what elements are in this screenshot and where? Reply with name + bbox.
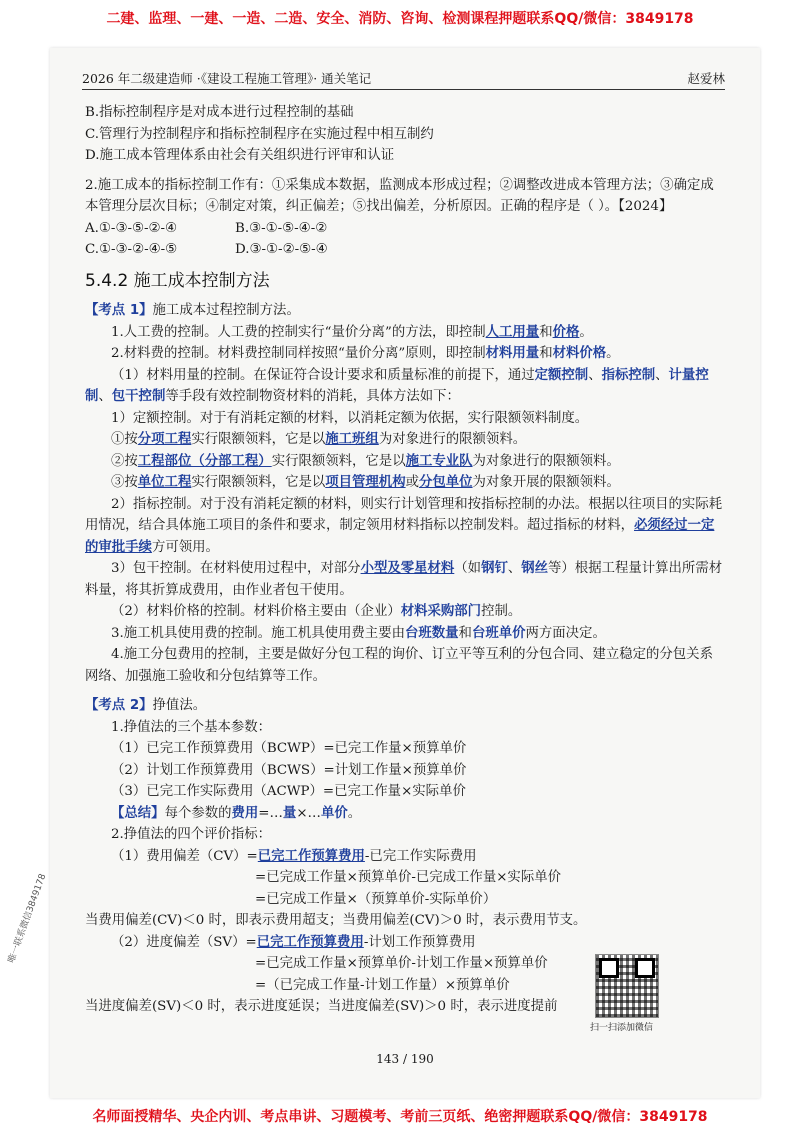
section-heading: 5.4.2 施工成本控制方法 <box>85 270 270 291</box>
header-book-title: 2026 年二级建造师 ·《建设工程施工管理》· 通关笔记 <box>82 71 372 86</box>
quota-item-3: ③按单位工程实行限额领料，它是以项目管理机构或分包单位为对象开展的限额领料。 <box>111 474 620 490</box>
lump-sum-control: 3）包干控制。在材料使用过程中，对部分小型及零星材料（如钢钉、钢丝等）根据工程量计算出所需材料量，将其折算成费用，由作业者包干使用。 <box>85 560 723 598</box>
page-header <box>82 67 725 90</box>
cost-variance-formula: （1）费用偏差（CV）=已完工作预算费用-已完工作实际费用 <box>111 847 477 864</box>
question-2-stem: 2.施工成本的指标控制工作有：①采集成本数据，监测成本形成过程；②调整改进成本管理方法；③确定成本管理分层次目标；④制定对策，纠正偏差；⑤找出偏差，分析原因。正确的程序是（ ）。【2024】 <box>85 177 714 214</box>
ev-params-title: 1.挣值法的三个基本参数： <box>111 719 272 735</box>
option-d: D.③-①-②-⑤-④ <box>235 242 328 257</box>
option-a: A.①-③-⑤-②-④ <box>85 220 178 236</box>
key-point-1: 【考点 1】施工成本过程控制方法。 <box>85 303 300 318</box>
ev-param-acwp: （3）已完工作实际费用（ACWP）=已完工作量×实际单价 <box>111 784 466 799</box>
document-page <box>50 48 760 1098</box>
prev-option-b: B.指标控制程序是对成本进行过程控制的基础 <box>85 105 354 120</box>
ev-summary: 【总结】每个参数的费用=…量×…单价。 <box>111 804 362 821</box>
cost-variance-line-2: =已完成工作量×预算单价-已完成工作量×实际单价 <box>255 870 561 885</box>
subcontract-cost-control: 4.施工分包费用的控制，主要是做好分包工程的询价、订立平等互利的分包合同、建立稳定的分包关系网络、加强施工验收和分包结算等工作。 <box>85 647 713 684</box>
question-2-options-row2 <box>85 239 725 261</box>
ev-index-title: 2.挣值法的四个评价指标： <box>111 827 272 842</box>
cost-variance-line-3: =已完成工作量×（预算单价-实际单价） <box>255 891 497 907</box>
page-number: 143 / 190 <box>376 1052 434 1066</box>
top-promo-banner: 二建、监理、一建、一造、二造、安全、消防、咨询、检测课程押题联系QQ/微信：3849178 <box>106 11 694 27</box>
option-b: B.③-①-⑤-④-② <box>235 220 328 236</box>
ev-param-bcwp: （1）已完工作预算费用（BCWP）=已完工作量×预算单价 <box>111 741 467 756</box>
prev-option-c: C.管理行为控制程序和指标控制程序在实施过程中相互制约 <box>85 126 434 142</box>
ev-param-bcws: （2）计划工作预算费用（BCWS）=计划工作量×预算单价 <box>111 762 467 778</box>
bottom-promo-banner: 名师面授精华、央企内训、考点串讲、习题模考、考前三页纸、绝密押题联系QQ/微信：3849178 <box>92 1109 708 1125</box>
schedule-variance-formula: （2）进度偏差（SV）=已完工作预算费用-计划工作预算费用 <box>111 933 476 950</box>
header-author: 赵爱林 <box>687 71 725 86</box>
quota-item-1: ①按分项工程实行限额领料，它是以施工班组为对象进行的限额领料。 <box>111 431 527 447</box>
question-2-options-row1 <box>85 218 725 240</box>
schedule-variance-line-3: =（已完成工作量-计划工作量）×预算单价 <box>255 977 510 993</box>
material-quantity-control: （1）材料用量的控制。在保证符合设计要求和质量标准的前提下，通过定额控制、指标控制、计量控制、包干控制等手段有效控制物资材料的消耗，具体方法如下： <box>85 366 709 404</box>
option-c: C.①-③-②-④-⑤ <box>85 242 178 257</box>
page-content <box>85 102 725 1018</box>
machine-cost-control: 3.施工机具使用费的控制。施工机具使用费主要由台班数量和台班单价两方面决定。 <box>111 624 606 641</box>
qr-caption: 扫一扫添加微信 <box>590 1023 654 1033</box>
material-price-control: （2）材料价格的控制。材料价格主要由（企业）材料采购部门控制。 <box>111 603 522 619</box>
schedule-variance-note: 当进度偏差(SV)＜0 时，表示进度延误；当进度偏差(SV)＞0 时，表示进度提前 <box>85 999 558 1014</box>
quota-control: 1）定额控制。对于有消耗定额的材料，以消耗定额为依据，实行限额领料制度。 <box>111 410 589 426</box>
material-cost-control: 2.材料费的控制。材料费控制同样按照“量价分离”原则，即控制材料用量和材料价格。 <box>111 345 620 361</box>
schedule-variance-line-2: =已完成工作量×预算单价-计划工作量×预算单价 <box>255 956 548 971</box>
quota-item-2: ②按工程部位（分部工程）实行限额领料，它是以施工专业队为对象进行的限额领料。 <box>111 452 620 469</box>
index-control: 2）指标控制。对于没有消耗定额的材料，则实行计划管理和按指标控制的办法。根据以往项目的实际耗用情况，结合具体施工项目的条件和要求，制定领用材料指标以控制发料。超过指标的材料，必须经过一定的审批手续方可领用。 <box>85 496 723 555</box>
cost-variance-note: 当费用偏差(CV)＜0 时，即表示费用超支；当费用偏差(CV)＞0 时，表示费用节支。 <box>85 913 587 928</box>
wechat-qr-code <box>595 954 659 1018</box>
labor-cost-control: 1.人工费的控制。人工费的控制实行“量价分离”的方法，即控制人工用量和价格。 <box>111 323 593 340</box>
key-point-2: 【考点 2】挣值法。 <box>85 698 207 713</box>
prev-option-d: D.施工成本管理体系由社会有关组织进行评审和认证 <box>85 148 395 163</box>
side-watermark: 唯一联系微信3849178 <box>6 872 49 965</box>
